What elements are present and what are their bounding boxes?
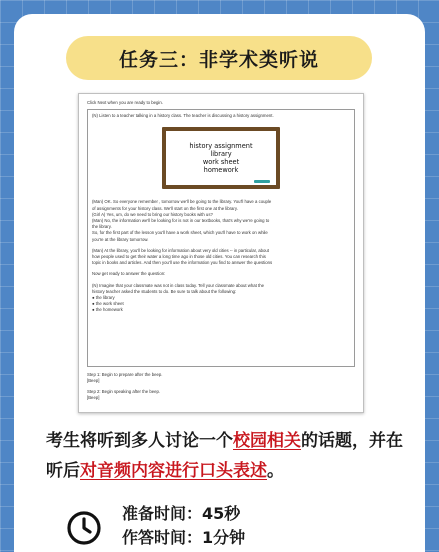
doc-line: (N) Imagine that your classmate was not in class today. Tell your classmate about what the	[92, 282, 265, 288]
doc-line: history teacher asked the students to do. Be sure to talk about the following:	[92, 288, 237, 294]
doc-line: the library.	[92, 224, 112, 230]
doc-paragraph	[92, 271, 350, 277]
board-word: homework	[203, 166, 239, 175]
doc-line: (Girl A) Yes, um, do we need to bring our history books with us?	[92, 211, 213, 217]
doc-line: So, for the first part of the lesson you'll have a work sheet, which you'll have to work on while	[92, 230, 268, 236]
desc-highlight: 校园相关	[233, 431, 301, 451]
doc-step: Step 2: Begin speaking after the beep.	[87, 388, 161, 394]
doc-line: topic in books and articles. And then you'll use the information you find to answer the questions	[92, 260, 273, 266]
doc-line: (Man) At the library, you'll be looking for information about very old cities -- in particular, about	[92, 247, 269, 253]
doc-line: how people used to get their water a long time ago in those old cities. You can research this	[92, 254, 266, 260]
doc-line: you're at the library tomorrow.	[92, 236, 149, 242]
document-preview	[78, 93, 364, 413]
doc-question-box	[87, 109, 355, 367]
board-word: work sheet	[202, 158, 240, 167]
doc-steps	[87, 372, 355, 401]
desc-text: 。	[267, 461, 284, 481]
doc-paragraph	[92, 248, 350, 267]
doc-beep: [Beep]	[87, 378, 100, 384]
doc-line: of assignments for your history class. We'll start on the first one at the library.	[92, 205, 238, 211]
doc-prompt-line: (N) Listen to a teacher talking in a history class. The teacher is discussing a history assignment.	[92, 113, 274, 119]
board-word: library	[210, 150, 232, 159]
doc-bullet: ● the work sheet	[92, 301, 124, 307]
doc-instruction: Click Next when you are ready to begin.	[87, 100, 163, 105]
doc-beep: [Beep]	[87, 394, 100, 400]
task-description	[46, 426, 406, 486]
prep-time: 准备时间：45秒	[122, 504, 241, 523]
doc-line: Now get ready to answer the question:	[92, 271, 166, 277]
doc-step: Step 1: Begin to prepare after the beep.	[87, 372, 163, 378]
page-title: 任务三：非学术类听说	[118, 48, 319, 71]
desc-highlight: 对音频内容进行口头表述	[80, 461, 267, 481]
timing-info	[122, 502, 245, 550]
answer-time: 作答时间：1分钟	[122, 528, 246, 547]
doc-line: (Man) No, the information we'll be looking for is not in our textbooks, that's why we're going to	[92, 218, 270, 224]
doc-bullet: ● the library	[92, 295, 115, 301]
eraser-icon	[254, 180, 270, 183]
title-pill	[66, 36, 372, 80]
clock-icon	[66, 510, 102, 546]
doc-line: (Man) OK. So everyone remember , tomorrow we'll be going to the library. You'll have a couple	[92, 199, 272, 205]
desc-text: 考生将听到多人讨论一个	[46, 431, 233, 451]
desc-text: 的话题，并在听后	[46, 431, 403, 481]
doc-paragraph	[92, 199, 350, 242]
blackboard-surface	[166, 131, 276, 185]
board-word: history assignment	[189, 142, 253, 151]
doc-bullet: ● the homework	[92, 307, 123, 313]
doc-paragraph	[92, 283, 350, 314]
blackboard-illustration	[162, 127, 280, 189]
content-card	[14, 14, 425, 552]
